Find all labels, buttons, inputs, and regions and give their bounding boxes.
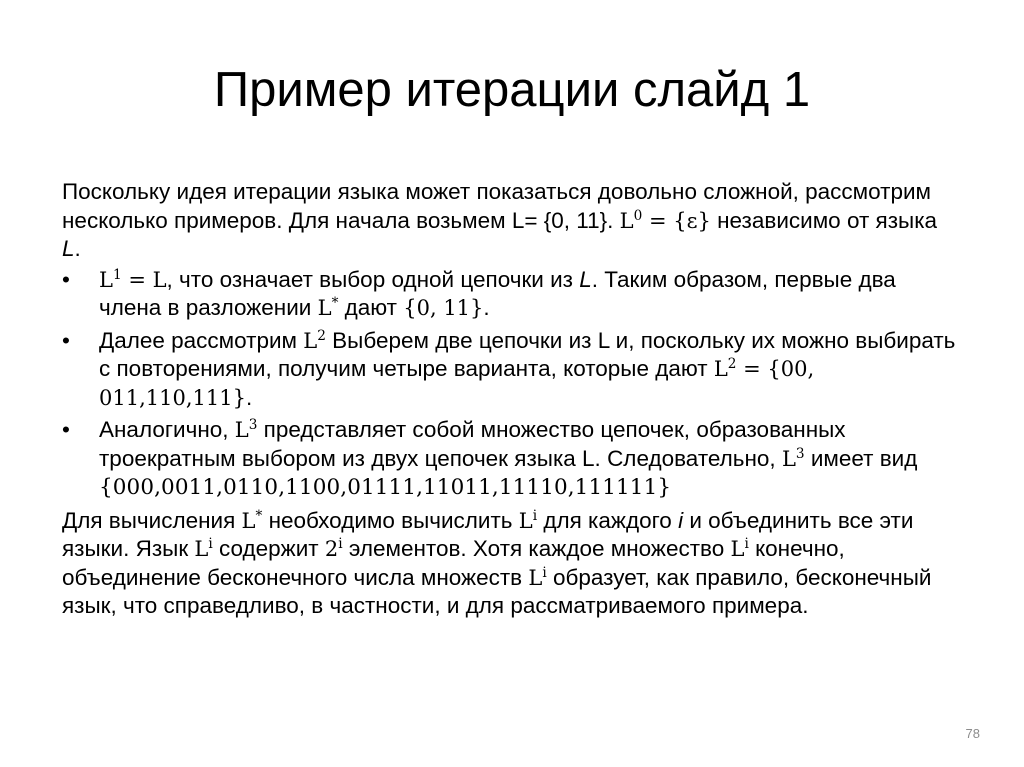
- bullet-item-2: • Далее рассмотрим $L^2$ Выберем две цепочки из L и, поскольку их можно выбирать с повторениями, получим четыре варианта, которые дают $L^2 = \{00$, 011,110,111}.: [62, 327, 956, 410]
- outro-paragraph: Для вычисления L* необходимо вычислить $L^i$ для каждого i и объединить все эти языки. Язык $L^i$ содержит 2$^i$ элементов. Хотя каждое множество $L^i$ конечно, объединение бесконечного числа множеств $L^i$ образует, как правило, бесконечный язык, что справедливо, в частности, и для рассматриваемого примера.: [62, 507, 932, 618]
- bullet-list: [62, 266, 962, 503]
- intro-italic-L: L: [62, 236, 75, 261]
- page-number: 78: [965, 726, 980, 741]
- intro-math-eps: = {ε}: [642, 208, 711, 233]
- math-L3-ref: $L^3$: [781, 445, 805, 471]
- bullet-item-3: • Аналогично, $L^3$ представляет собой множество цепочек, образованных троекратным выбором из двух цепочек языка L. Следовательно, $L^3$ имеет вид {000,0011,0110,1100,01111,11011,11110,111111}: [62, 417, 918, 500]
- bullet-icon: •: [62, 266, 70, 292]
- math-Lstar: L*: [317, 295, 339, 320]
- math-L3: $L^3$: [234, 417, 258, 442]
- math-Li-3: $L^i$: [730, 536, 749, 561]
- intro-math-L: $L^0$: [619, 207, 643, 233]
- math-L1: $L^1$: [99, 266, 122, 292]
- math-2i: 2$^i$: [324, 536, 343, 561]
- math-Lstar-2: L*: [241, 507, 263, 533]
- math-L2: $L^2$: [303, 327, 326, 353]
- math-Li-2: $L^i$: [194, 536, 213, 561]
- slide-title: Пример итерации слайд 1: [213, 63, 811, 117]
- math-Li-4: $L^i$: [528, 564, 547, 590]
- intro-text-2: независимо от языка: [710, 207, 938, 233]
- bullet-icon: •: [62, 417, 70, 442]
- math-Li: $L^i$: [518, 507, 538, 533]
- math-set-0-11: {0, 11}: [403, 296, 484, 320]
- bullet-icon: •: [62, 327, 70, 353]
- math-set-L2: = {00, 011,110,111}: [99, 357, 815, 410]
- intro-text-1: Поскольку идея итерации языка может показаться довольно сложной, рассмотрим несколько примеров. Для начала возьмем L= {0, 11}.: [62, 179, 932, 233]
- slide-body: [62, 178, 962, 621]
- bullet-item-1: • $L^1 = L$, что означает выбор одной цепочки из L. Таким образом, первые два члена в разложении L* дают {0, 11}.: [62, 266, 896, 320]
- math-set-L3: {000,0011,0110,1100,01111,11011,11110,111111}: [99, 475, 672, 500]
- intro-paragraph: Поскольку идея итерации языка может показаться довольно сложной, рассмотрим несколько примеров. Для начала возьмем L= {0, 11}. $L^0 = \{\varepsilon\}$ независимо от языка L.: [62, 179, 938, 261]
- math-L2-result: $L^2$: [713, 356, 737, 381]
